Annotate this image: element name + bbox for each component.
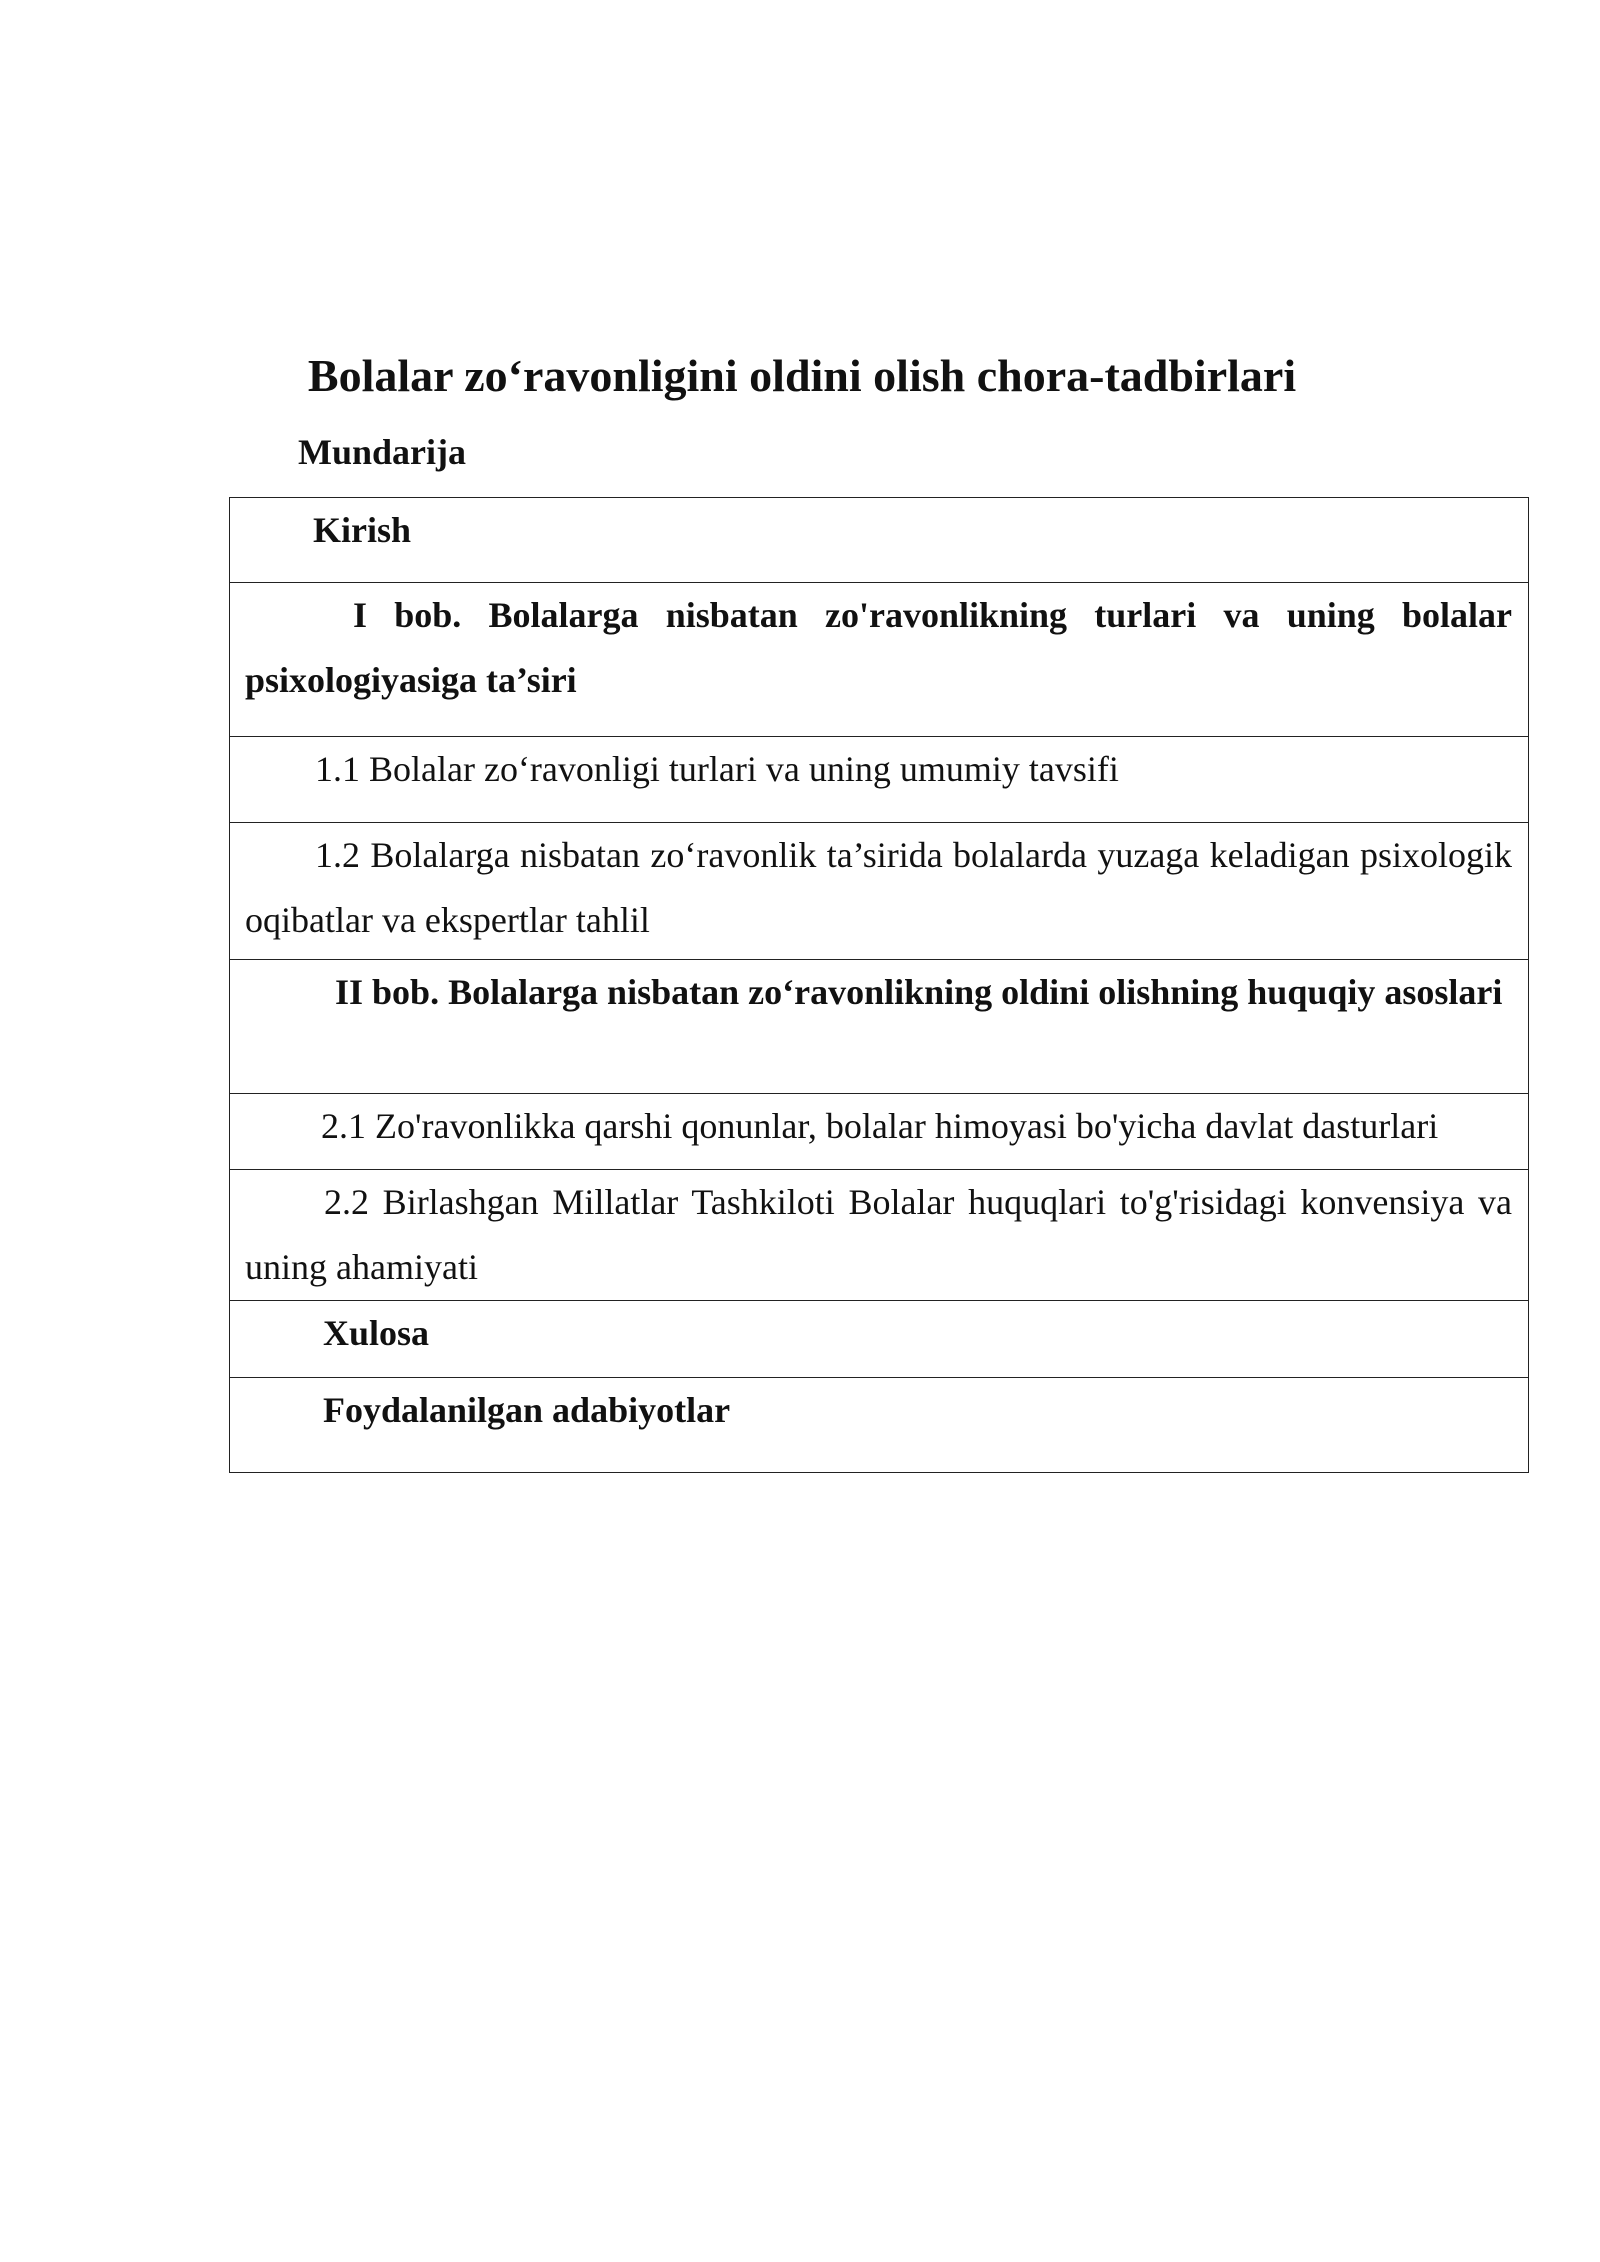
toc-cell xyxy=(230,1378,1529,1473)
toc-cell xyxy=(230,823,1529,960)
toc-cell xyxy=(230,583,1529,737)
toc-cell xyxy=(230,1170,1529,1301)
toc-item-section-2-2: 2.2 Birlashgan Millatlar Tashkiloti Bolalar huquqlari to'g'risidagi konvensiya va uning ahamiyati xyxy=(245,1182,1512,1287)
toc-cell xyxy=(230,960,1529,1094)
toc-item-chapter-1: I bob. Bolalarga nisbatan zo'ravonlikning turlari va uning bolalar psixologiyasiga ta’siri xyxy=(245,595,1512,700)
toc-item-intro: Kirish xyxy=(313,510,412,550)
toc-row xyxy=(230,1301,1529,1378)
toc-row xyxy=(230,960,1529,1094)
toc-cell xyxy=(230,1301,1529,1378)
toc-cell xyxy=(230,737,1529,823)
toc-item-conclusion: Xulosa xyxy=(323,1313,430,1353)
toc-row xyxy=(230,1170,1529,1301)
toc-row xyxy=(230,737,1529,823)
document-title: Bolalar zo‘ravonligini oldini olish chora-tadbirlari xyxy=(307,350,1297,401)
toc-item-references: Foydalanilgan adabiyotlar xyxy=(323,1390,731,1430)
toc-cell xyxy=(230,498,1529,583)
toc-item-section-2-1: 2.1 Zo'ravonlikka qarshi qonunlar, bolalar himoyasi bo'yicha davlat dasturlari xyxy=(321,1106,1439,1146)
table-of-contents xyxy=(229,497,1529,1473)
toc-item-section-1-1: 1.1 Bolalar zo‘ravonligi turlari va uning umumiy tavsifi xyxy=(315,749,1119,789)
toc-item-chapter-2: II bob. Bolalarga nisbatan zo‘ravonlikning oldini olishning huquqiy asoslari xyxy=(335,972,1503,1012)
toc-item-section-1-2: 1.2 Bolalarga nisbatan zo‘ravonlik ta’sirida bolalarda yuzaga keladigan psixologik oqibatlar va ekspertlar tahlil xyxy=(245,835,1512,940)
toc-row xyxy=(230,1094,1529,1170)
toc-row xyxy=(230,498,1529,583)
toc-row xyxy=(230,1378,1529,1473)
toc-row xyxy=(230,583,1529,737)
toc-row xyxy=(230,823,1529,960)
toc-cell xyxy=(230,1094,1529,1170)
toc-heading: Mundarija xyxy=(298,432,467,472)
